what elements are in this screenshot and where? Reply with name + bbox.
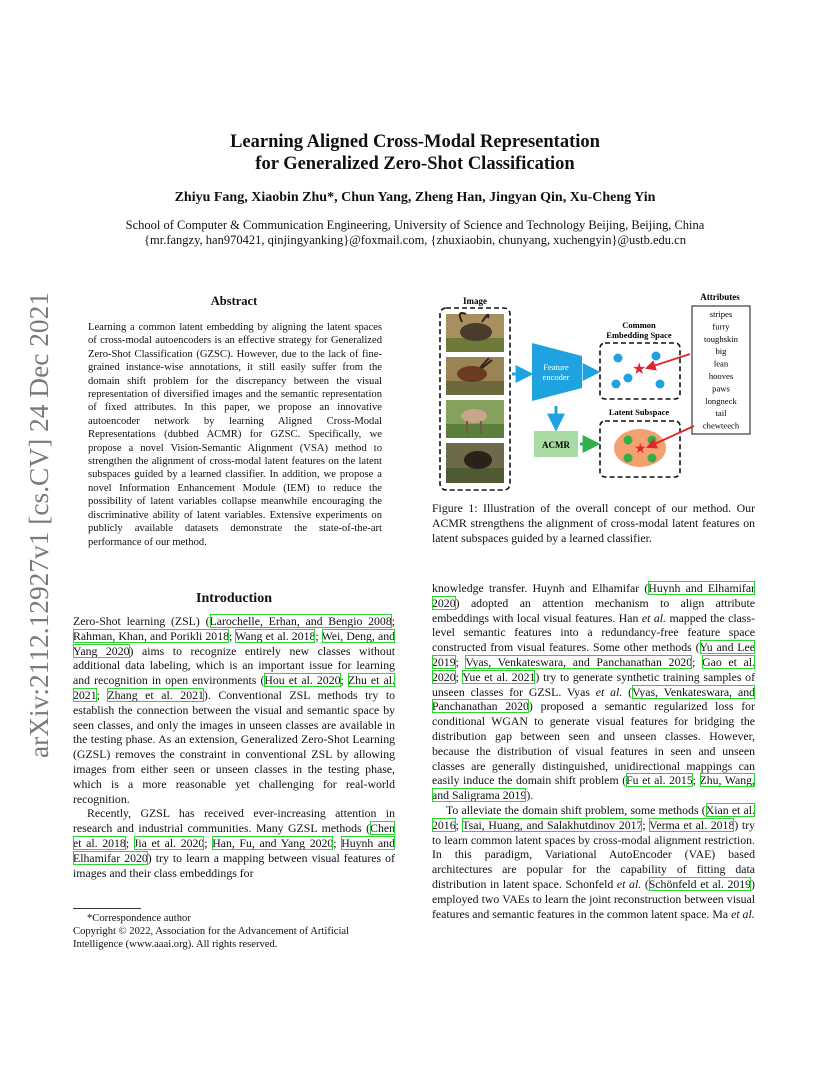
citation-link[interactable]: Jia et al. 2020 xyxy=(133,835,205,850)
latent-subspace-label: Latent Subspace xyxy=(608,407,670,417)
svg-text:ACMR: ACMR xyxy=(542,440,570,450)
svg-text:encoder: encoder xyxy=(542,372,570,382)
intro-paragraph-4: To alleviate the domain shift problem, some methods (Xian et al. 2016; Tsai, Huang, and Salakhutdinov 2017; Verma et al. 2018) try to learn common latent spaces by cross-modal alignment restriction. In this paradigm, Variational AutoEncoder (VAE) based architectures are popular for the capability of fitting data distribution in latent space. Schonfeld et al. (Schönfeld et al. 2019) employed two VAEs to learn the joint reconstruction between visual features and semantic features in the common latent space. Ma et al. xyxy=(432,802,756,921)
citation-link[interactable]: Larochelle, Erhan, and Bengio 2008 xyxy=(209,614,392,628)
citation-link[interactable]: Rahman, Khan, and Porikli 2018 xyxy=(73,628,230,643)
citation-link[interactable]: Wang et al. 2018 xyxy=(235,628,316,643)
italic-text: et al. xyxy=(616,876,642,891)
citation-link[interactable]: Han, Fu, and Yang 2020 xyxy=(212,835,334,850)
citation-link[interactable]: Zhang et al. 2021 xyxy=(107,687,204,702)
attribute-item: lean xyxy=(713,358,729,369)
figure-1-caption: Figure 1: Illustration of the overall concept of our method. Our ACMR strengthens the alignment of cross-modal latent features on latent subspaces guided by a learned classifier. xyxy=(432,501,755,545)
citation-link[interactable]: Verma et al. 2018 xyxy=(649,817,735,832)
citation-link[interactable]: Yue et al. 2021 xyxy=(462,669,536,684)
author-list: Zhiyu Fang, Xiaobin Zhu*, Chun Yang, Zheng Han, Jingyan Qin, Xu-Cheng Yin xyxy=(174,190,656,205)
citation-link[interactable]: Yu and Lee 2019 xyxy=(432,640,755,669)
animal-photo-1 xyxy=(446,313,504,352)
attribute-item: tail xyxy=(715,408,727,419)
image-label: Image xyxy=(463,296,487,306)
citation-link[interactable]: Xian et al. 2016 xyxy=(432,802,755,832)
footnote xyxy=(73,912,395,951)
attributes-label: Attributes xyxy=(700,292,740,302)
citation-link[interactable]: Schönfeld et al. 2019 xyxy=(648,876,752,891)
citation-link[interactable]: Hou et al. 2020 xyxy=(264,673,341,688)
attribute-item: chewteech xyxy=(702,420,740,431)
italic-text: et al. xyxy=(595,684,623,699)
citation-link[interactable]: Zhu et al. 2021 xyxy=(73,673,395,702)
citation-link[interactable]: Gao et al. 2020 xyxy=(432,654,756,684)
attribute-item: longneck xyxy=(705,395,737,406)
footnote-rule xyxy=(73,908,141,909)
citation-link[interactable]: Huynh and Elhamifar 2020 xyxy=(432,581,755,610)
citation-link[interactable]: Wei, Deng, and Yang 2020 xyxy=(73,628,396,658)
italic-text: et al. xyxy=(641,610,666,625)
left-column xyxy=(73,614,395,880)
introduction-heading: Introduction xyxy=(196,591,272,606)
common-space-label: Common xyxy=(622,320,656,330)
acmr-box xyxy=(534,431,578,457)
red-star-icon: ★ xyxy=(632,361,647,378)
affiliation-block xyxy=(60,218,770,248)
animal-photo-2 xyxy=(446,357,504,395)
right-column xyxy=(432,581,755,921)
svg-text:Feature: Feature xyxy=(543,362,569,372)
animal-photo-3 xyxy=(446,400,504,438)
citation-link[interactable]: Fu et al. 2015 xyxy=(626,773,693,788)
svg-text:★: ★ xyxy=(634,442,647,457)
italic-text: et al. xyxy=(731,906,755,921)
copyright-note: Copyright © 2022, Association for the Advancement of Artificial Intelligence (www.aaai.org). All rights reserved. xyxy=(73,926,350,950)
common-space-label-2: Embedding Space xyxy=(606,330,672,340)
citation-link[interactable]: Chen et al. 2018 xyxy=(73,821,395,850)
citation-link[interactable]: Huynh and Elhamifar 2020 xyxy=(73,835,395,865)
attribute-item: stripes xyxy=(709,309,733,319)
intro-paragraph-3: knowledge transfer. Huynh and Elhamifar (Huynh and Elhamifar 2020) adopted an attention mechanism to align attribute embeddings with local visual features. Han et al. mapped the class-level semantic features into a redundancy-free feature space constructed from visual features. Some other methods (Yu and Lee 2019; Vyas, Venkateswara, and Panchanathan 2020; Gao et al. 2020; Yue et al. 2021) try to generate synthetic training samples of unseen classes for GZSL. Vyas et al. (Vyas, Venkateswara, and Panchanathan 2020) proposed a semantic regularized loss for conditional WGAN to generate visual features for bridging the distribution gap between seen and unseen classes. However, because the distribution of visual features in seen and unseen classes are generally distinguished, unidirectional mappings can easily induce the domain shift problem (Fu et al. 2015; Zhu, Wang, and Saligrama 2019). xyxy=(432,581,756,803)
feature-encoder xyxy=(532,343,582,401)
paper-title xyxy=(120,131,710,175)
citation-link[interactable]: Vyas, Venkateswara, and Panchanathan 2020 xyxy=(432,684,755,714)
figure-1 xyxy=(432,288,762,493)
title-line-2: for Generalized Zero-Shot Classification xyxy=(255,154,575,174)
intro-paragraph-1: Zero-Shot learning (ZSL) (Larochelle, Erhan, and Bengio 2008; Rahman, Khan, and Porikli 2018; Wang et al. 2018; Wei, Deng, and Yang 2020) aims to recognize entirely new classes without additional data labeling, which is an important issue for learning and recognition in open environments (Hou et al. 2020; Zhu et al. 2021; Zhang et al. 2021). Conventional ZSL methods try to establish the connection between the visual and semantic space by seen classes, and only the images in unseen classes are available in the testing phase. As an extension, Generalized Zero-Shot Learning (GZSL) removes the constraint in conventional ZSL by allowing images from either seen or unseen classes in the testing phase, which is a more reasonable yet challenging for real-world recognition. xyxy=(73,614,396,806)
affiliation: School of Computer & Communication Engineering, University of Science and Technology Beijing, Beijing, China xyxy=(125,218,705,232)
title-line-1: Learning Aligned Cross-Modal Representation xyxy=(230,132,600,152)
citation-link[interactable]: Zhu, Wang, and Saligrama 2019 xyxy=(432,773,755,803)
citation-link[interactable]: Vyas, Venkateswara, and Panchanathan 2020 xyxy=(465,654,693,669)
animal-photo-4 xyxy=(446,443,504,483)
arxiv-identifier: arXiv:2112.12927v1 [cs.CV] 24 Dec 2021 xyxy=(24,298,54,758)
emails: {mr.fangzy, han970421, qinjingyanking}@foxmail.com, {zhuxiaobin, chunyang, xuchengyin}@ustb.edu.cn xyxy=(144,233,686,247)
attribute-item: big xyxy=(715,346,727,357)
abstract-heading: Abstract xyxy=(210,294,258,308)
citation-link[interactable]: Tsai, Huang, and Salakhutdinov 2017 xyxy=(462,817,643,832)
attribute-item: paws xyxy=(712,383,730,394)
attribute-item: furry xyxy=(712,321,730,332)
attribute-item: toughskin xyxy=(704,333,738,344)
intro-paragraph-2: Recently, GZSL has received ever-increasing attention in research and industrial communities. Many GZSL methods (Chen et al. 2018; Jia et al. 2020; Han, Fu, and Yang 2020; Huynh and Elhamifar 2020) try to learn a mapping between visual features of images and their class embeddings for xyxy=(73,806,395,880)
abstract-text: Learning a common latent embedding by aligning the latent spaces of cross-modal autoencoders is an effective strategy for Generalized Zero-Shot Classification (GZSC). However, due to the lack of fine-grained instance-wise annotations, it still easily suffer from the domain shift problem for the discrepancy between the visual representation of diversified images and the semantic representation of fixed attributes. In this paper, we propose an innovative autoencoder network by learning Aligned Cross-Modal Representations (dubbed ACMR) for GZSC. Specifically, we propose a novel Vision-Semantic Alignment (VSA) method to strengthen the alignment of cross-modal latent features on the latent subspaces guided by a learned classifier. In addition, we propose a novel Information Enhancement Module (IEM) to reduce the possibility of latent variables collapse meanwhile encouraging the discriminative ability of latent variables. Extensive experiments on publicly available datasets demonstrate the state-of-the-art performance of our method. xyxy=(88,322,382,548)
arxiv-sidebar xyxy=(20,290,54,760)
attribute-item: hooves xyxy=(708,371,734,381)
correspondence-note: *Correspondence author xyxy=(87,913,191,924)
